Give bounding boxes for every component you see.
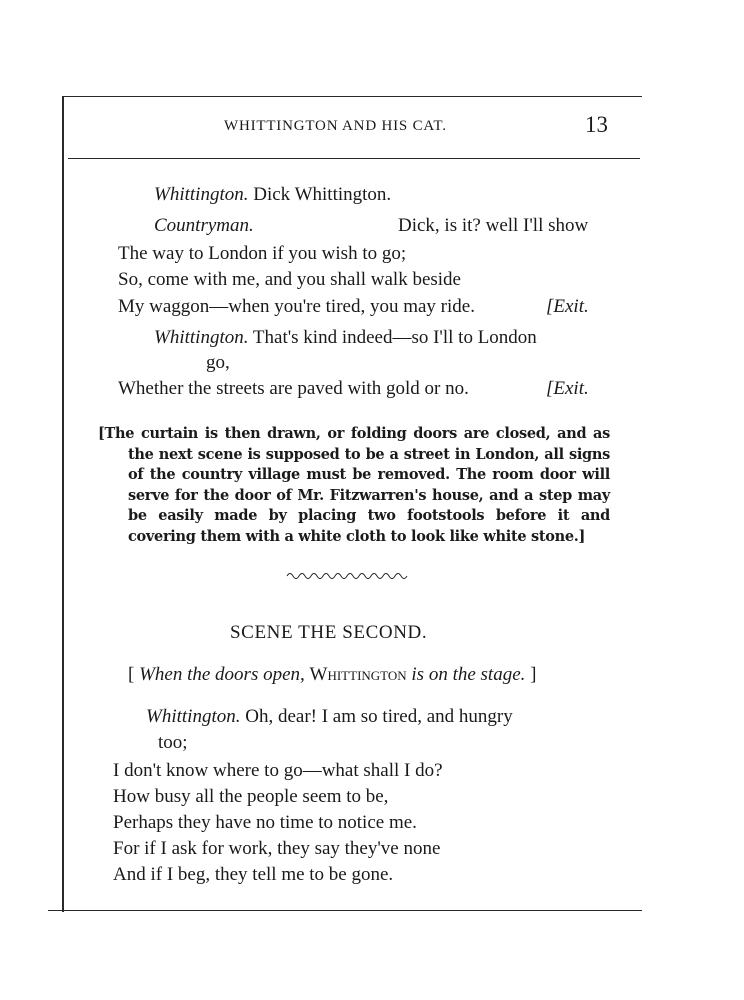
speaker-name: Whittington.	[146, 706, 241, 727]
verse-line: Perhaps they have no time to notice me.	[113, 812, 417, 833]
dialogue-line	[146, 706, 513, 728]
wave-ornament-divider	[286, 570, 412, 582]
scene-direction	[128, 664, 536, 686]
stage-direction	[98, 424, 610, 547]
running-head: WHITTINGTON AND HIS CAT.	[224, 118, 447, 134]
dialogue-text: That's kind indeed—so I'll to London	[252, 327, 537, 348]
dialogue-line	[154, 184, 391, 206]
direction-text: is on the stage.	[411, 664, 526, 685]
verse-line: too;	[158, 732, 188, 753]
verse-line: So, come with me, and you shall walk beside	[118, 269, 461, 290]
header-rule	[68, 158, 640, 159]
page-bottom-rule	[48, 910, 642, 911]
speaker-name: Whittington.	[154, 327, 249, 348]
verse-line: For if I ask for work, they say they've none	[113, 838, 441, 859]
direction-text: When the doors open,	[139, 664, 305, 685]
character-name: Whittington	[309, 664, 407, 685]
dialogue-text: Oh, dear! I am so tired, and hungry	[245, 706, 513, 727]
verse-line: go,	[206, 352, 230, 373]
verse-line: And if I beg, they tell me to be gone.	[113, 864, 394, 885]
dialogue-text: Dick, is it? well I'll show	[398, 215, 589, 236]
dialogue-line	[154, 215, 254, 237]
verse-line: The way to London if you wish to go;	[118, 243, 407, 264]
verse-line: Whether the streets are paved with gold or no.	[118, 378, 469, 399]
stage-direction-text: [The curtain is then drawn, or folding doors are closed, and as the next scene is supposed to be a street in London, all signs of the country village must be removed. The room door will serve for the door of Mr. Fitzwarren's house, and a step may be easily made by placing two footstools before it and covering them with a white cloth to look like white stone.]	[98, 425, 610, 545]
speaker-name: Countryman.	[154, 215, 254, 236]
speaker-name: Whittington.	[154, 184, 249, 205]
bracket: [	[128, 664, 135, 685]
page-number: 13	[585, 112, 608, 137]
verse-line: I don't know where to go—what shall I do?	[113, 760, 443, 781]
scene-title: SCENE THE SECOND.	[230, 622, 428, 643]
verse-line: My waggon—when you're tired, you may ride.	[118, 296, 475, 317]
exit-direction: [Exit.	[546, 296, 589, 317]
bracket: ]	[530, 664, 537, 685]
exit-direction: [Exit.	[546, 378, 589, 399]
dialogue-text: Dick Whittington.	[253, 184, 392, 205]
dialogue-line	[154, 327, 537, 349]
verse-line: How busy all the people seem to be,	[113, 786, 389, 807]
